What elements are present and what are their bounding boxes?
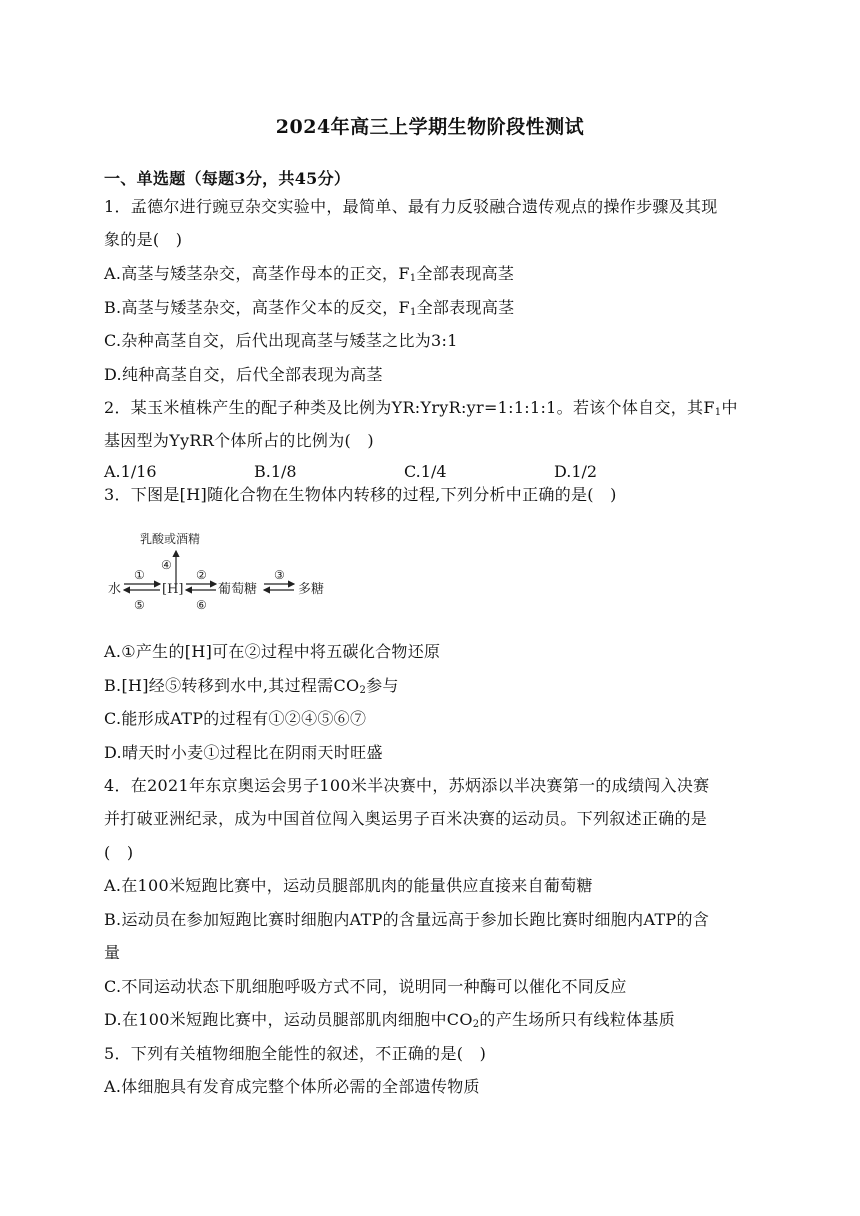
q4-stem-line1: 4．在2021年东京奥运会男子100米半决赛中，苏炳添以半决赛第一的成绩闯入决赛 — [104, 776, 710, 795]
diagram-num-1: ① — [134, 568, 145, 582]
q1-stem-line2: 象的是( ) — [104, 230, 183, 249]
q2-option-b: B.1/8 — [254, 462, 297, 481]
q1-option-b-text: B.高茎与矮茎杂交，高茎作父本的反交，F — [104, 298, 410, 317]
q3-option-d: D.晴天时小麦①过程比在阴雨天时旺盛 — [104, 743, 383, 762]
q4-option-b-line2: 量 — [104, 943, 121, 962]
h-transfer-diagram — [104, 527, 334, 617]
subscript: 2 — [359, 685, 367, 696]
q5-stem: 5．下列有关植物细胞全能性的叙述，不正确的是( ) — [104, 1044, 487, 1063]
diagram-label-glucose: 葡萄糖 — [218, 582, 258, 597]
q3-option-a: A.①产生的[H]可在②过程中将五碳化合物还原 — [104, 642, 441, 661]
diagram-num-2: ② — [196, 568, 207, 582]
q2-option-a: A.1/16 — [104, 462, 157, 481]
q2-stem-text-end: 中 — [721, 398, 738, 417]
diagram-label-lactic-or-alcohol: 乳酸或酒精 — [140, 532, 201, 546]
q2-option-d: D.1/2 — [554, 462, 598, 481]
q4-option-a: A.在100米短跑比赛中，运动员腿部肌肉的能量供应直接来自葡萄糖 — [104, 876, 593, 895]
q1-option-c: C.杂种高茎自交，后代出现高茎与矮茎之比为3:1 — [104, 331, 458, 350]
diagram-label-h: [H] — [162, 582, 184, 597]
q1-option-b — [104, 295, 514, 318]
diagram-num-3: ③ — [274, 568, 285, 582]
q4-option-c: C.不同运动状态下肌细胞呼吸方式不同，说明同一种酶可以催化不同反应 — [104, 977, 627, 996]
q2-option-c: C.1/4 — [404, 462, 447, 481]
diagram-num-6: ⑥ — [196, 598, 207, 612]
diagram-label-water: 水 — [108, 582, 122, 597]
q2-stem-line2: 基因型为YyRR个体所占的比例为( ) — [104, 431, 374, 450]
subscript: 1 — [714, 407, 722, 418]
diagram-num-4: ④ — [161, 558, 172, 572]
subscript: 1 — [409, 307, 417, 318]
diagram-num-5: ⑤ — [134, 598, 145, 612]
q3-option-b-text-end: 参与 — [366, 676, 399, 695]
section-heading: 一、单选题（每题3分，共45分） — [104, 169, 351, 188]
q1-stem-line1: 1．孟德尔进行豌豆杂交实验中，最简单、最有力反驳融合遗传观点的操作步骤及其现 — [104, 197, 718, 216]
q4-stem-line2: 并打破亚洲纪录，成为中国首位闯入奥运男子百米决赛的运动员。下列叙述正确的是 — [104, 809, 708, 828]
q1-option-b-text-end: 全部表现高茎 — [416, 298, 515, 317]
q1-option-a-text-end: 全部表现高茎 — [416, 264, 515, 283]
q4-option-d — [104, 1007, 675, 1030]
page-title: 2024年高三上学期生物阶段性测试 — [275, 116, 585, 138]
q4-option-b-line1: B.运动员在参加短跑比赛时细胞内ATP的含量远高于参加长跑比赛时细胞内ATP的含 — [104, 910, 710, 929]
q4-option-d-text-end: 的产生场所只有线粒体基质 — [479, 1010, 676, 1029]
q4-option-d-text: D.在100米短跑比赛中，运动员腿部肌肉细胞中CO — [104, 1010, 473, 1029]
subscript: 2 — [472, 1019, 480, 1030]
q3-option-c: C.能形成ATP的过程有①②④⑤⑥⑦ — [104, 709, 367, 728]
q3-option-b-text: B.[H]经⑤转移到水中,其过程需CO — [104, 676, 360, 695]
q2-stem-line1 — [104, 395, 738, 418]
q1-option-a — [104, 261, 514, 284]
q1-option-d: D.纯种高茎自交，后代全部表现为高茎 — [104, 365, 383, 384]
q5-option-a: A.体细胞具有发育成完整个体所必需的全部遗传物质 — [104, 1077, 480, 1096]
q3-option-b — [104, 673, 399, 696]
subscript: 1 — [409, 273, 417, 284]
q1-option-a-text: A.高茎与矮茎杂交，高茎作母本的正交，F — [104, 264, 410, 283]
q3-stem: 3．下图是[H]随化合物在生物体内转移的过程,下列分析中正确的是( ) — [104, 485, 617, 504]
q4-stem-line3: ( ) — [104, 843, 134, 862]
q2-stem-text: 2．某玉米植株产生的配子种类及比例为YR:YryR:yr=1:1:1:1。若该个体自交，其F — [104, 398, 715, 417]
diagram-label-polysaccharide: 多糖 — [298, 582, 325, 597]
